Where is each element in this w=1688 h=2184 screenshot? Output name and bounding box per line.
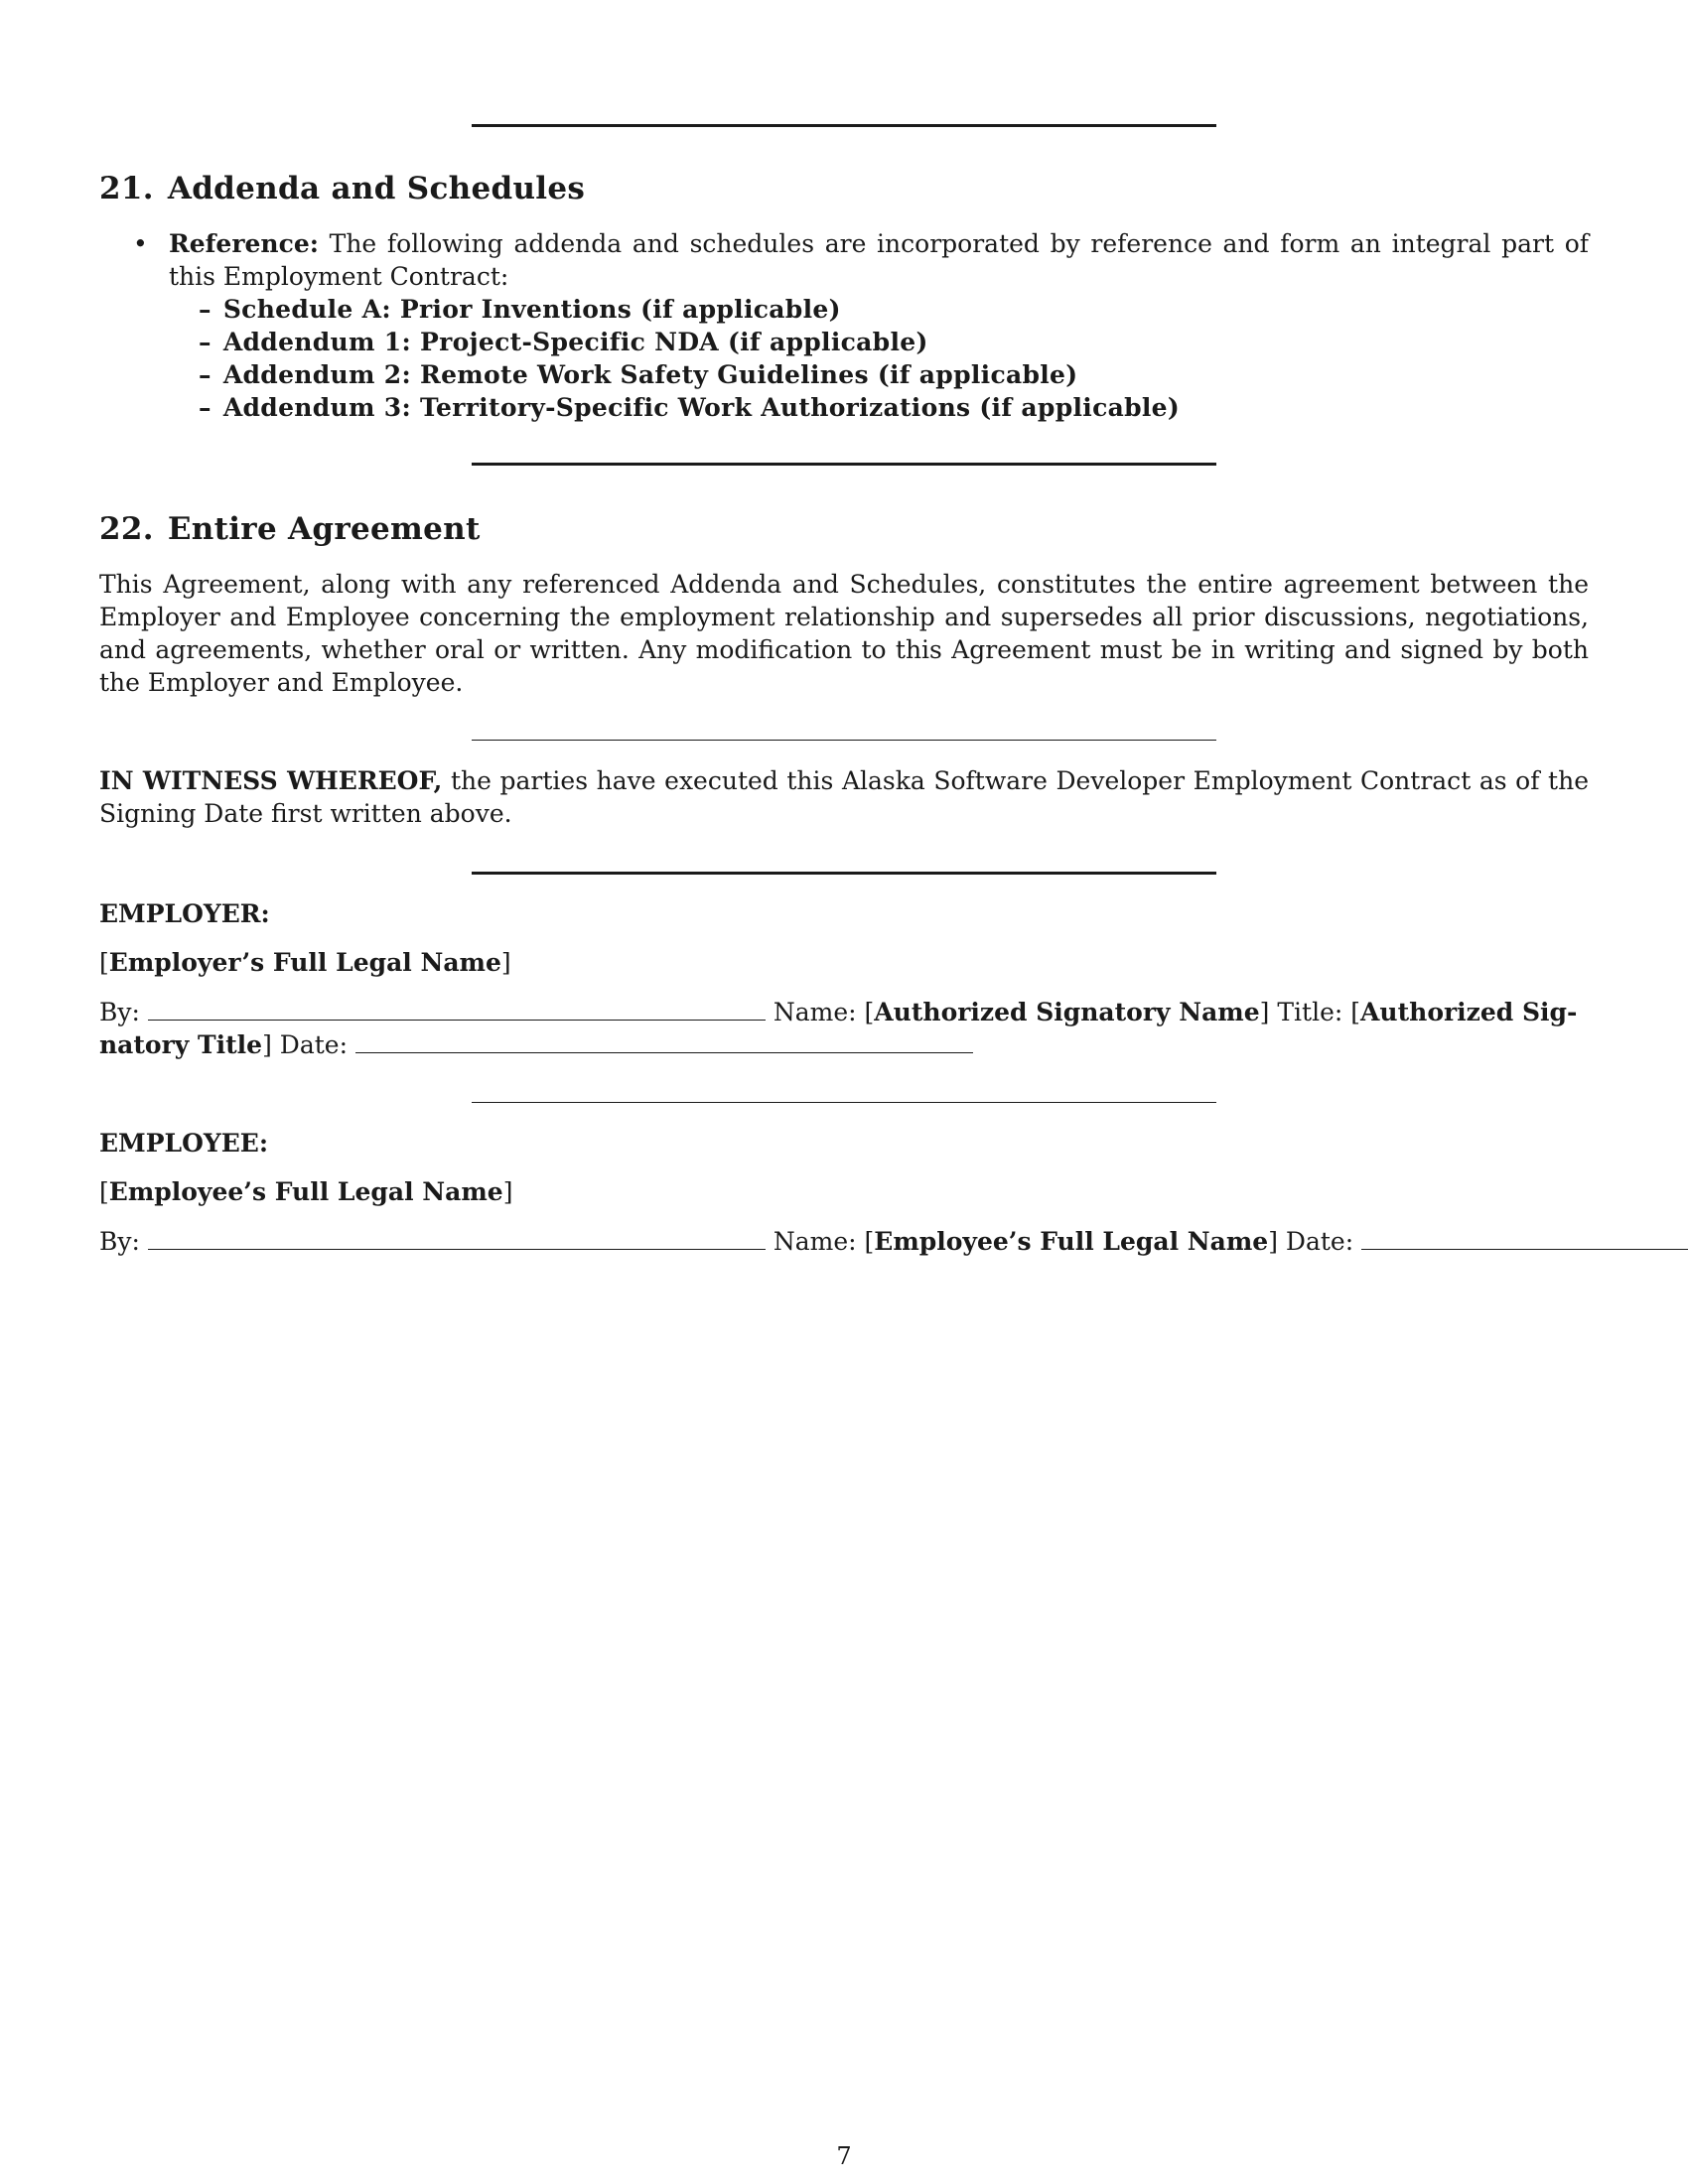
dash-icon: – (199, 328, 211, 356)
employer-name-placeholder: Employer’s Full Legal Name (108, 948, 501, 977)
employee-heading: EMPLOYEE: (99, 1129, 269, 1158)
bullet-text: The following addenda and schedules are incorporated by reference and form an integral part of this Employment Contract: (169, 229, 1589, 291)
addenda-list (199, 293, 1589, 424)
section-divider (472, 740, 1216, 741)
reference-bullet (133, 227, 1589, 424)
name-label: Name: (773, 1227, 857, 1256)
list-item (199, 293, 1589, 326)
bracket-close: ] (1259, 998, 1270, 1026)
section-title: Entire Agreement (167, 511, 481, 547)
entire-agreement-paragraph: This Agreement, along with any referenced Addenda and Schedules, constitutes the entire agreement between the Employer and Employee concerning the employment relationship and supersedes all prior discussions, negotiations, and agreements, whether oral or written. Any modification to this Agreement must be in writing and signed by both the Employer and Employee. (99, 570, 1589, 697)
bracket-close: ] (262, 1030, 272, 1059)
bracket-close: ] (1268, 1227, 1278, 1256)
section-number: 22. (99, 511, 154, 547)
witness-text: the parties have executed this Alaska Software Developer Employment Contract as of the Signing Date first written above. (99, 766, 1589, 828)
section-22-heading (99, 511, 481, 547)
signatory-title-placeholder: Authorized Sig- (1360, 998, 1578, 1026)
bullet-label: Reference: (169, 229, 319, 258)
employer-signature-line-continued (99, 1028, 973, 1061)
title-label: Title: (1277, 998, 1343, 1026)
bracket-close: ] (502, 1177, 513, 1206)
dash-icon: – (199, 295, 211, 324)
employee-sig-name-placeholder: Employee’s Full Legal Name (874, 1227, 1269, 1256)
list-item (199, 326, 1589, 358)
section-divider (472, 463, 1216, 466)
list-item-text: Addendum 2: Remote Work Safety Guidelines (if applicable) (222, 360, 1078, 389)
dash-icon: – (199, 393, 211, 422)
dash-icon: – (199, 360, 211, 389)
employer-signature-line (99, 996, 1577, 1028)
employee-name-placeholder: Employee’s Full Legal Name (108, 1177, 503, 1206)
employer-heading: EMPLOYER: (99, 899, 270, 928)
witness-paragraph (99, 764, 1589, 830)
employer-signature-field[interactable] (148, 998, 766, 1021)
name-label: Name: (773, 998, 857, 1026)
witness-lead: IN WITNESS WHEREOF, (99, 766, 443, 795)
bracket-open: [ (864, 1227, 875, 1256)
section-21-heading (99, 171, 585, 206)
section-title: Addenda and Schedules (167, 171, 586, 206)
list-item-text: Addendum 3: Territory-Specific Work Authorizations (if applicable) (222, 393, 1180, 422)
section-number: 21. (99, 171, 154, 206)
employer-date-field[interactable] (355, 1030, 973, 1053)
employee-signature-line (99, 1225, 1688, 1258)
date-label: Date: (1285, 1227, 1354, 1256)
list-item (199, 358, 1589, 391)
list-item-text: Addendum 1: Project-Specific NDA (if applicable) (222, 328, 928, 356)
section-divider (472, 1102, 1216, 1103)
bracket-open: [ (99, 948, 109, 977)
by-label: By: (99, 1227, 140, 1256)
page-number: 7 (836, 2142, 852, 2170)
employee-date-field[interactable] (1361, 1227, 1688, 1250)
bracket-close: ] (500, 948, 511, 977)
section-divider (472, 124, 1216, 127)
bracket-open: [ (864, 998, 875, 1026)
list-item-text: Schedule A: Prior Inventions (if applicable) (222, 295, 841, 324)
signatory-name-placeholder: Authorized Signatory Name (874, 998, 1260, 1026)
date-label: Date: (279, 1030, 348, 1059)
bracket-open: [ (99, 1177, 109, 1206)
bullet-icon: • (133, 229, 148, 258)
section-divider (472, 872, 1216, 875)
employee-signature-field[interactable] (148, 1227, 766, 1250)
employee-legal-name (99, 1175, 512, 1208)
list-item (199, 391, 1589, 424)
by-label: By: (99, 998, 140, 1026)
signatory-title-placeholder: natory Title (99, 1030, 263, 1059)
employer-legal-name (99, 946, 511, 979)
bracket-open: [ (1350, 998, 1361, 1026)
